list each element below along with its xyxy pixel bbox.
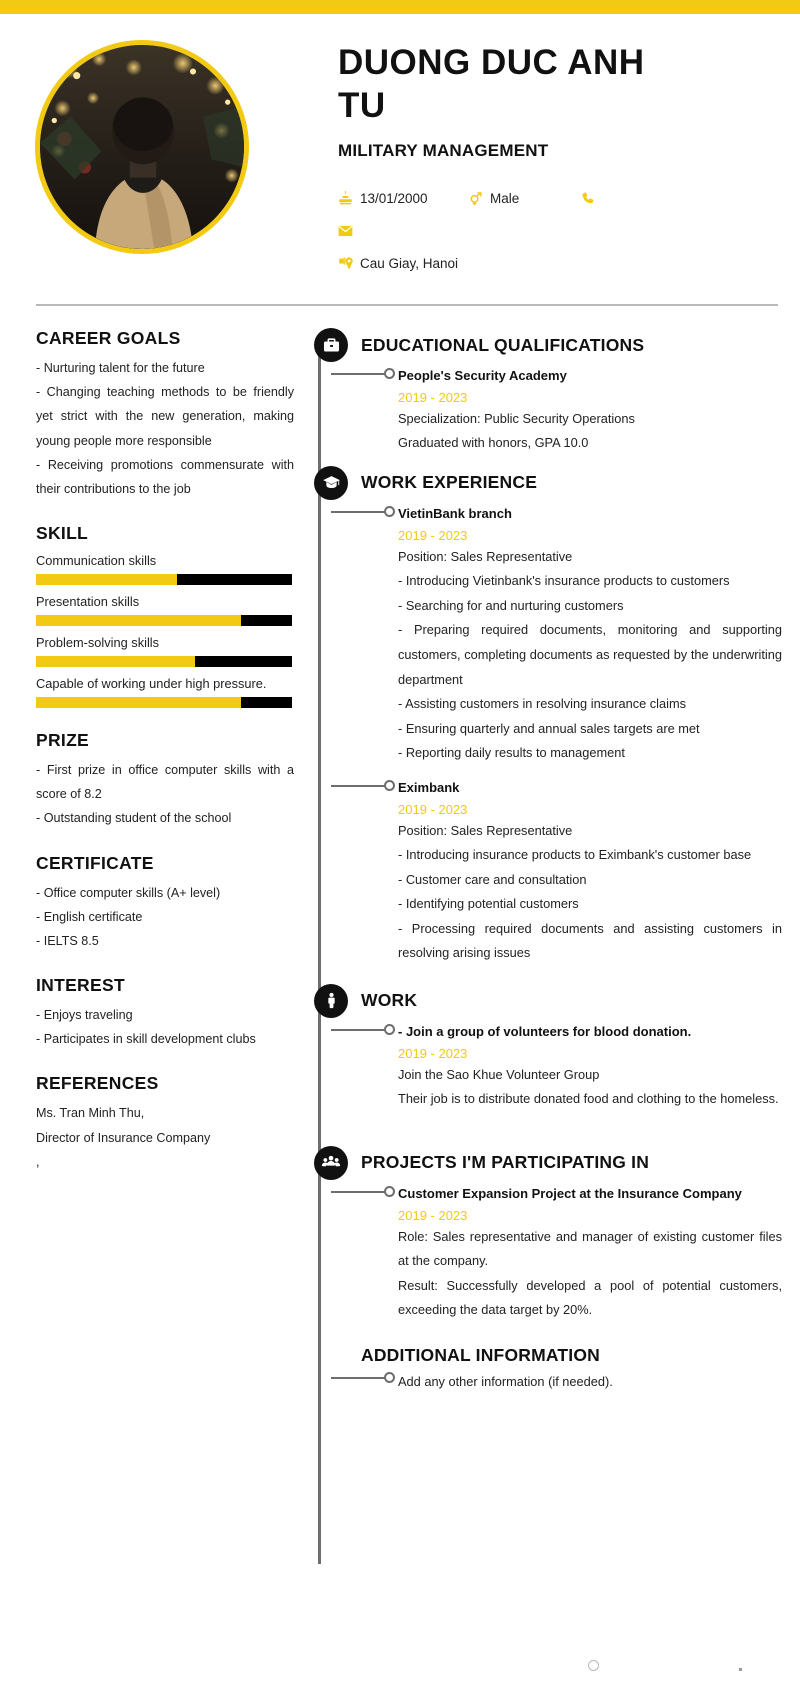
timeline-connector <box>331 1377 389 1379</box>
skill-label: Problem-solving skills <box>36 635 160 651</box>
briefcase-icon <box>314 328 348 362</box>
prize-title: PRIZE <box>36 730 90 751</box>
entry-line: - Ensuring quarterly and annual sales targets are met <box>398 720 700 736</box>
additional-information-header <box>306 1345 782 1366</box>
contact-info <box>338 191 780 271</box>
header <box>0 14 800 286</box>
entry-line: - Introducing insurance products to Eximbank's customer base <box>398 847 752 863</box>
career-goals-line: - Changing teaching methods to be friendly yet strict with the new generation, making young people more responsible <box>36 385 294 448</box>
work-experience-entry <box>306 502 782 766</box>
contact-gender <box>468 191 581 206</box>
entry-line: - Processing required documents and assisting customers in resolving arising issues <box>398 920 782 961</box>
timeline-dot <box>384 506 395 517</box>
section-certificate <box>36 853 294 954</box>
prize-line: - Outstanding student of the school <box>36 811 232 826</box>
skill-title: SKILL <box>36 523 89 544</box>
entry-date: 2019 - 2023 <box>398 389 468 405</box>
projects-title: PROJECTS I'M PARTICIPATING IN <box>361 1152 650 1173</box>
entry-line: - Assisting customers in resolving insurance claims <box>398 696 687 712</box>
career-goals-line: - Receiving promotions commensurate with their contributions to the job <box>36 457 294 496</box>
skill-label: Capable of working under high pressure. <box>36 676 267 692</box>
career-goals-title: CAREER GOALS <box>36 328 181 348</box>
entry-date: 2019 - 2023 <box>398 1207 468 1223</box>
entry-line: Position: Sales Representative <box>398 822 573 838</box>
contact-row-1 <box>338 191 780 206</box>
timeline-connector <box>331 1029 389 1031</box>
top-accent-band <box>0 0 800 14</box>
interest-title: INTEREST <box>36 975 125 996</box>
section-work-experience <box>306 466 782 966</box>
education-header <box>306 328 782 362</box>
education-entry <box>306 364 782 456</box>
section-interest <box>36 975 294 1051</box>
references-line: Ms. Tran Minh Thu, <box>36 1106 145 1121</box>
section-work <box>306 984 782 1112</box>
entry-title: Eximbank <box>398 779 460 795</box>
references-title: REFERENCES <box>36 1073 159 1094</box>
main-content <box>0 306 800 1404</box>
entry-line: - Customer care and consultation <box>398 871 587 887</box>
cake-icon <box>338 191 360 206</box>
interest-line: - Participates in skill development clubs <box>36 1032 256 1047</box>
timeline-connector <box>331 1191 389 1193</box>
avatar <box>35 40 249 254</box>
entry-date: 2019 - 2023 <box>398 527 468 543</box>
entry-line: - Introducing Vietinbank's insurance products to customers <box>398 573 730 589</box>
work-title: WORK <box>361 990 418 1011</box>
section-education <box>306 328 782 456</box>
education-title: EDUCATIONAL QUALIFICATIONS <box>361 334 645 355</box>
section-additional-information <box>306 1345 782 1395</box>
entry-line: Position: Sales Representative <box>398 548 573 564</box>
header-text <box>260 28 780 271</box>
phone-icon <box>581 191 603 206</box>
timeline-dot <box>384 1372 395 1383</box>
entry-date: 2019 - 2023 <box>398 1045 468 1061</box>
footer-marks <box>0 1656 800 1682</box>
timeline-dot <box>384 1186 395 1197</box>
skill-bar <box>36 615 292 626</box>
person-icon <box>314 984 348 1018</box>
location-icon <box>338 256 360 271</box>
skill-bar-fill <box>36 574 177 585</box>
contact-email <box>338 225 360 237</box>
section-projects <box>306 1146 782 1323</box>
timeline-connector <box>331 511 389 513</box>
entry-title: Customer Expansion Project at the Insurance Company <box>398 1185 742 1201</box>
avatar-image <box>40 45 244 249</box>
job-title: MILITARY MANAGEMENT <box>338 141 549 161</box>
entry-line: Join the Sao Khue Volunteer Group <box>398 1066 600 1082</box>
references-line: , <box>36 1154 40 1169</box>
section-skill <box>36 523 294 708</box>
work-entry <box>306 1020 782 1112</box>
skill-label: Presentation skills <box>36 594 140 610</box>
career-goals-line: - Nurturing talent for the future <box>36 361 205 375</box>
entry-line: Add any other information (if needed). <box>398 1373 613 1389</box>
skill-bar <box>36 656 292 667</box>
entry-line: Result: Successfully developed a pool of potential customers, exceeding the data target by 20%. <box>398 1277 782 1318</box>
entry-line: - Reporting daily results to management <box>398 745 625 761</box>
certificate-line: - IELTS 8.5 <box>36 933 99 948</box>
section-career-goals <box>36 328 294 501</box>
contact-address <box>338 256 458 271</box>
email-icon <box>338 225 360 237</box>
entry-line: - Identifying potential customers <box>398 896 579 912</box>
timeline-dot <box>384 368 395 379</box>
skill-label: Communication skills <box>36 553 157 569</box>
graduation-cap-icon <box>314 466 348 500</box>
skill-bar <box>36 697 292 708</box>
references-line: Director of Insurance Company <box>36 1130 211 1145</box>
gender-value: Male <box>490 191 520 207</box>
entry-line: Their job is to distribute donated food and clothing to the homeless. <box>398 1091 779 1107</box>
skill-bar <box>36 574 292 585</box>
address-value: Cau Giay, Hanoi <box>360 256 459 272</box>
work-header <box>306 984 782 1018</box>
certificate-line: - English certificate <box>36 909 143 924</box>
contact-birthday <box>338 191 468 206</box>
timeline-dot <box>384 1024 395 1035</box>
additional-information-title: ADDITIONAL INFORMATION <box>361 1344 601 1365</box>
entry-line: - Searching for and nurturing customers <box>398 597 624 613</box>
certificate-title: CERTIFICATE <box>36 852 154 873</box>
additional-information-entry <box>306 1368 782 1395</box>
certificate-line: - Office computer skills (A+ level) <box>36 885 221 900</box>
work-experience-title: WORK EXPERIENCE <box>361 472 538 493</box>
entry-title: People's Security Academy <box>398 368 567 383</box>
footer-circle-mark <box>588 1660 599 1671</box>
entry-line: Specialization: Public Security Operations <box>398 410 635 426</box>
entry-line: - Preparing required documents, monitoring and supporting customers, completing documents as requested by the underwriting department <box>398 622 782 687</box>
contact-row-3 <box>338 256 780 271</box>
contact-row-2 <box>338 225 780 237</box>
entry-line: Role: Sales representative and manager of existing customer files at the company. <box>398 1228 782 1269</box>
work-experience-header <box>306 466 782 500</box>
photo-container <box>24 28 260 254</box>
contact-phone <box>581 191 603 206</box>
page-title: DUONG DUC ANH TU <box>338 43 645 125</box>
interest-line: - Enjoys traveling <box>36 1008 133 1023</box>
skill-bar-fill <box>36 656 195 667</box>
entry-title: VietinBank branch <box>398 505 512 521</box>
entry-line: Graduated with honors, GPA 10.0 <box>398 435 589 451</box>
section-references <box>36 1073 294 1174</box>
prize-line: - First prize in office computer skills with a score of 8.2 <box>36 763 294 802</box>
timeline-connector <box>331 373 389 375</box>
section-prize <box>36 730 294 831</box>
gender-icon <box>468 191 490 206</box>
work-experience-entry <box>306 776 782 966</box>
projects-entry <box>306 1182 782 1323</box>
timeline-dot <box>384 780 395 791</box>
sidebar <box>36 328 294 1404</box>
footer-dot-mark <box>739 1668 742 1671</box>
entry-title: - Join a group of volunteers for blood donation. <box>398 1023 692 1039</box>
entry-date: 2019 - 2023 <box>398 801 468 817</box>
timeline-connector <box>331 785 389 787</box>
birthday-value: 13/01/2000 <box>360 191 428 207</box>
people-group-icon <box>314 1146 348 1180</box>
timeline <box>294 328 782 1404</box>
projects-header <box>306 1146 782 1180</box>
skill-bar-fill <box>36 615 241 626</box>
skill-bar-fill <box>36 697 241 708</box>
